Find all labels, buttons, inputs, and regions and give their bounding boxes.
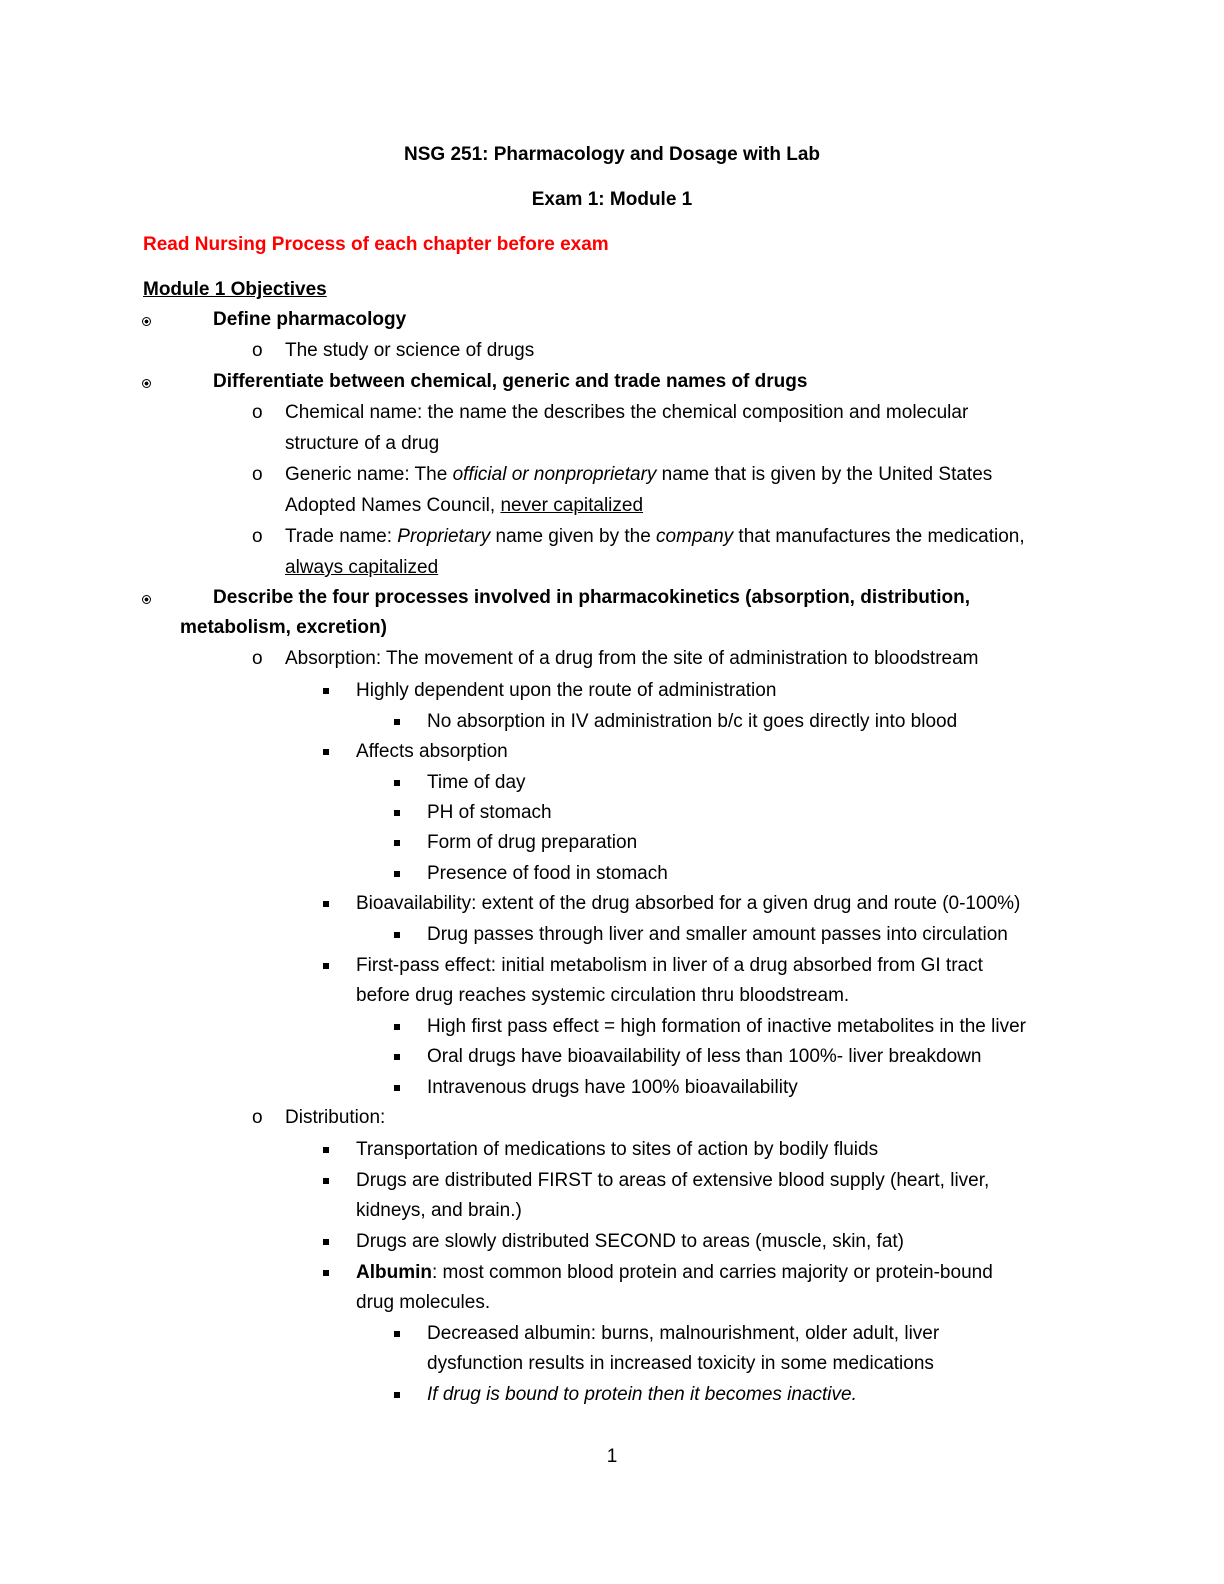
text-run: name given by the [490,526,657,547]
list-item: Absorption: The movement of a drug from the site of administration to bloodstream [285,648,979,669]
course-title: NSG 251: Pharmacology and Dosage with Lab [404,144,820,165]
list-item: If drug is bound to protein then it becomes inactive. [427,1384,857,1405]
text-run: : most common blood protein and carries majority or protein-bound [432,1262,993,1283]
square-bullet-icon [323,688,329,694]
circle-bullet-icon [142,379,151,388]
list-item: Time of day [427,772,526,793]
square-bullet-icon [323,749,329,755]
objective-describe: Describe the four processes involved in pharmacokinetics (absorption, distribution, [213,587,970,608]
square-bullet-icon [323,1270,329,1276]
circle-bullet-icon [142,317,151,326]
list-item: Bioavailability: extent of the drug absorbed for a given drug and route (0-100%) [356,893,1021,914]
list-item: Drugs are distributed FIRST to areas of extensive blood supply (heart, liver, [356,1170,990,1191]
list-item: Distribution: [285,1107,386,1128]
list-item: PH of stomach [427,802,552,823]
list-item [356,1258,993,1288]
list-item: Decreased albumin: burns, malnourishment, older adult, liver [427,1323,940,1344]
list-item [285,460,992,490]
square-bullet-icon [394,719,400,725]
square-bullet-icon [323,901,329,907]
text-run: name that is given by the United States [656,464,993,485]
text-run: Generic name: The [285,464,453,485]
list-item: Oral drugs have bioavailability of less than 100%- liver breakdown [427,1046,982,1067]
o-bullet-icon: o [252,340,263,361]
o-bullet-icon: o [252,464,263,485]
circle-bullet-icon [142,595,151,604]
square-bullet-icon [394,810,400,816]
list-item: Drug passes through liver and smaller amount passes into circulation [427,924,1008,945]
objective-differentiate: Differentiate between chemical, generic and trade names of drugs [213,371,808,392]
objective-describe-cont: metabolism, excretion) [180,617,387,638]
square-bullet-icon [323,1147,329,1153]
objective-define: Define pharmacology [213,309,407,330]
text-run: that manufactures the medication, [733,526,1025,547]
square-bullet-icon [394,871,400,877]
square-bullet-icon [394,840,400,846]
o-bullet-icon: o [252,1107,263,1128]
text-run-italic: Proprietary [397,526,491,547]
square-bullet-icon [394,1054,400,1060]
list-item: Transportation of medications to sites of action by bodily fluids [356,1139,879,1160]
list-item: drug molecules. [356,1292,491,1313]
square-bullet-icon [394,1085,400,1091]
list-item: Presence of food in stomach [427,863,668,884]
o-bullet-icon: o [252,648,263,669]
square-bullet-icon [394,932,400,938]
list-item: Intravenous drugs have 100% bioavailability [427,1077,798,1098]
page-number: 1 [606,1446,618,1467]
square-bullet-icon [323,1178,329,1184]
text-run: Adopted Names Council, [285,495,501,516]
square-bullet-icon [323,963,329,969]
exam-title: Exam 1: Module 1 [531,189,693,210]
list-item: Form of drug preparation [427,832,638,853]
list-item [285,522,1025,552]
square-bullet-icon [394,1331,400,1337]
list-item: before drug reaches systemic circulation thru bloodstream. [356,985,850,1006]
square-bullet-icon [394,780,400,786]
list-item: First-pass effect: initial metabolism in liver of a drug absorbed from GI tract [356,955,983,976]
text-run-italic: company [656,526,734,547]
list-item: Drugs are slowly distributed SECOND to areas (muscle, skin, fat) [356,1231,905,1252]
list-item: Highly dependent upon the route of administration [356,680,777,701]
section-heading: Module 1 Objectives [143,279,327,300]
list-item: Affects absorption [356,741,508,762]
text-run-underline: never capitalized [500,495,644,516]
square-bullet-icon [323,1239,329,1245]
o-bullet-icon: o [252,526,263,547]
list-item [285,491,643,521]
list-item: dysfunction results in increased toxicity in some medications [427,1353,934,1374]
list-item: High first pass effect = high formation of inactive metabolites in the liver [427,1016,1026,1037]
list-item: No absorption in IV administration b/c it goes directly into blood [427,711,958,732]
list-item: The study or science of drugs [285,340,535,361]
list-item: always capitalized [285,557,439,578]
square-bullet-icon [394,1024,400,1030]
exam-notice: Read Nursing Process of each chapter before exam [143,234,609,255]
list-item: kidneys, and brain.) [356,1200,522,1221]
list-item: Chemical name: the name the describes the chemical composition and molecular [285,402,969,423]
text-run-bold: Albumin [356,1262,432,1283]
text-run: Trade name: [285,526,398,547]
square-bullet-icon [394,1392,400,1398]
text-run-italic: official or nonproprietary [452,464,657,485]
list-item: structure of a drug [285,433,440,454]
o-bullet-icon: o [252,402,263,423]
